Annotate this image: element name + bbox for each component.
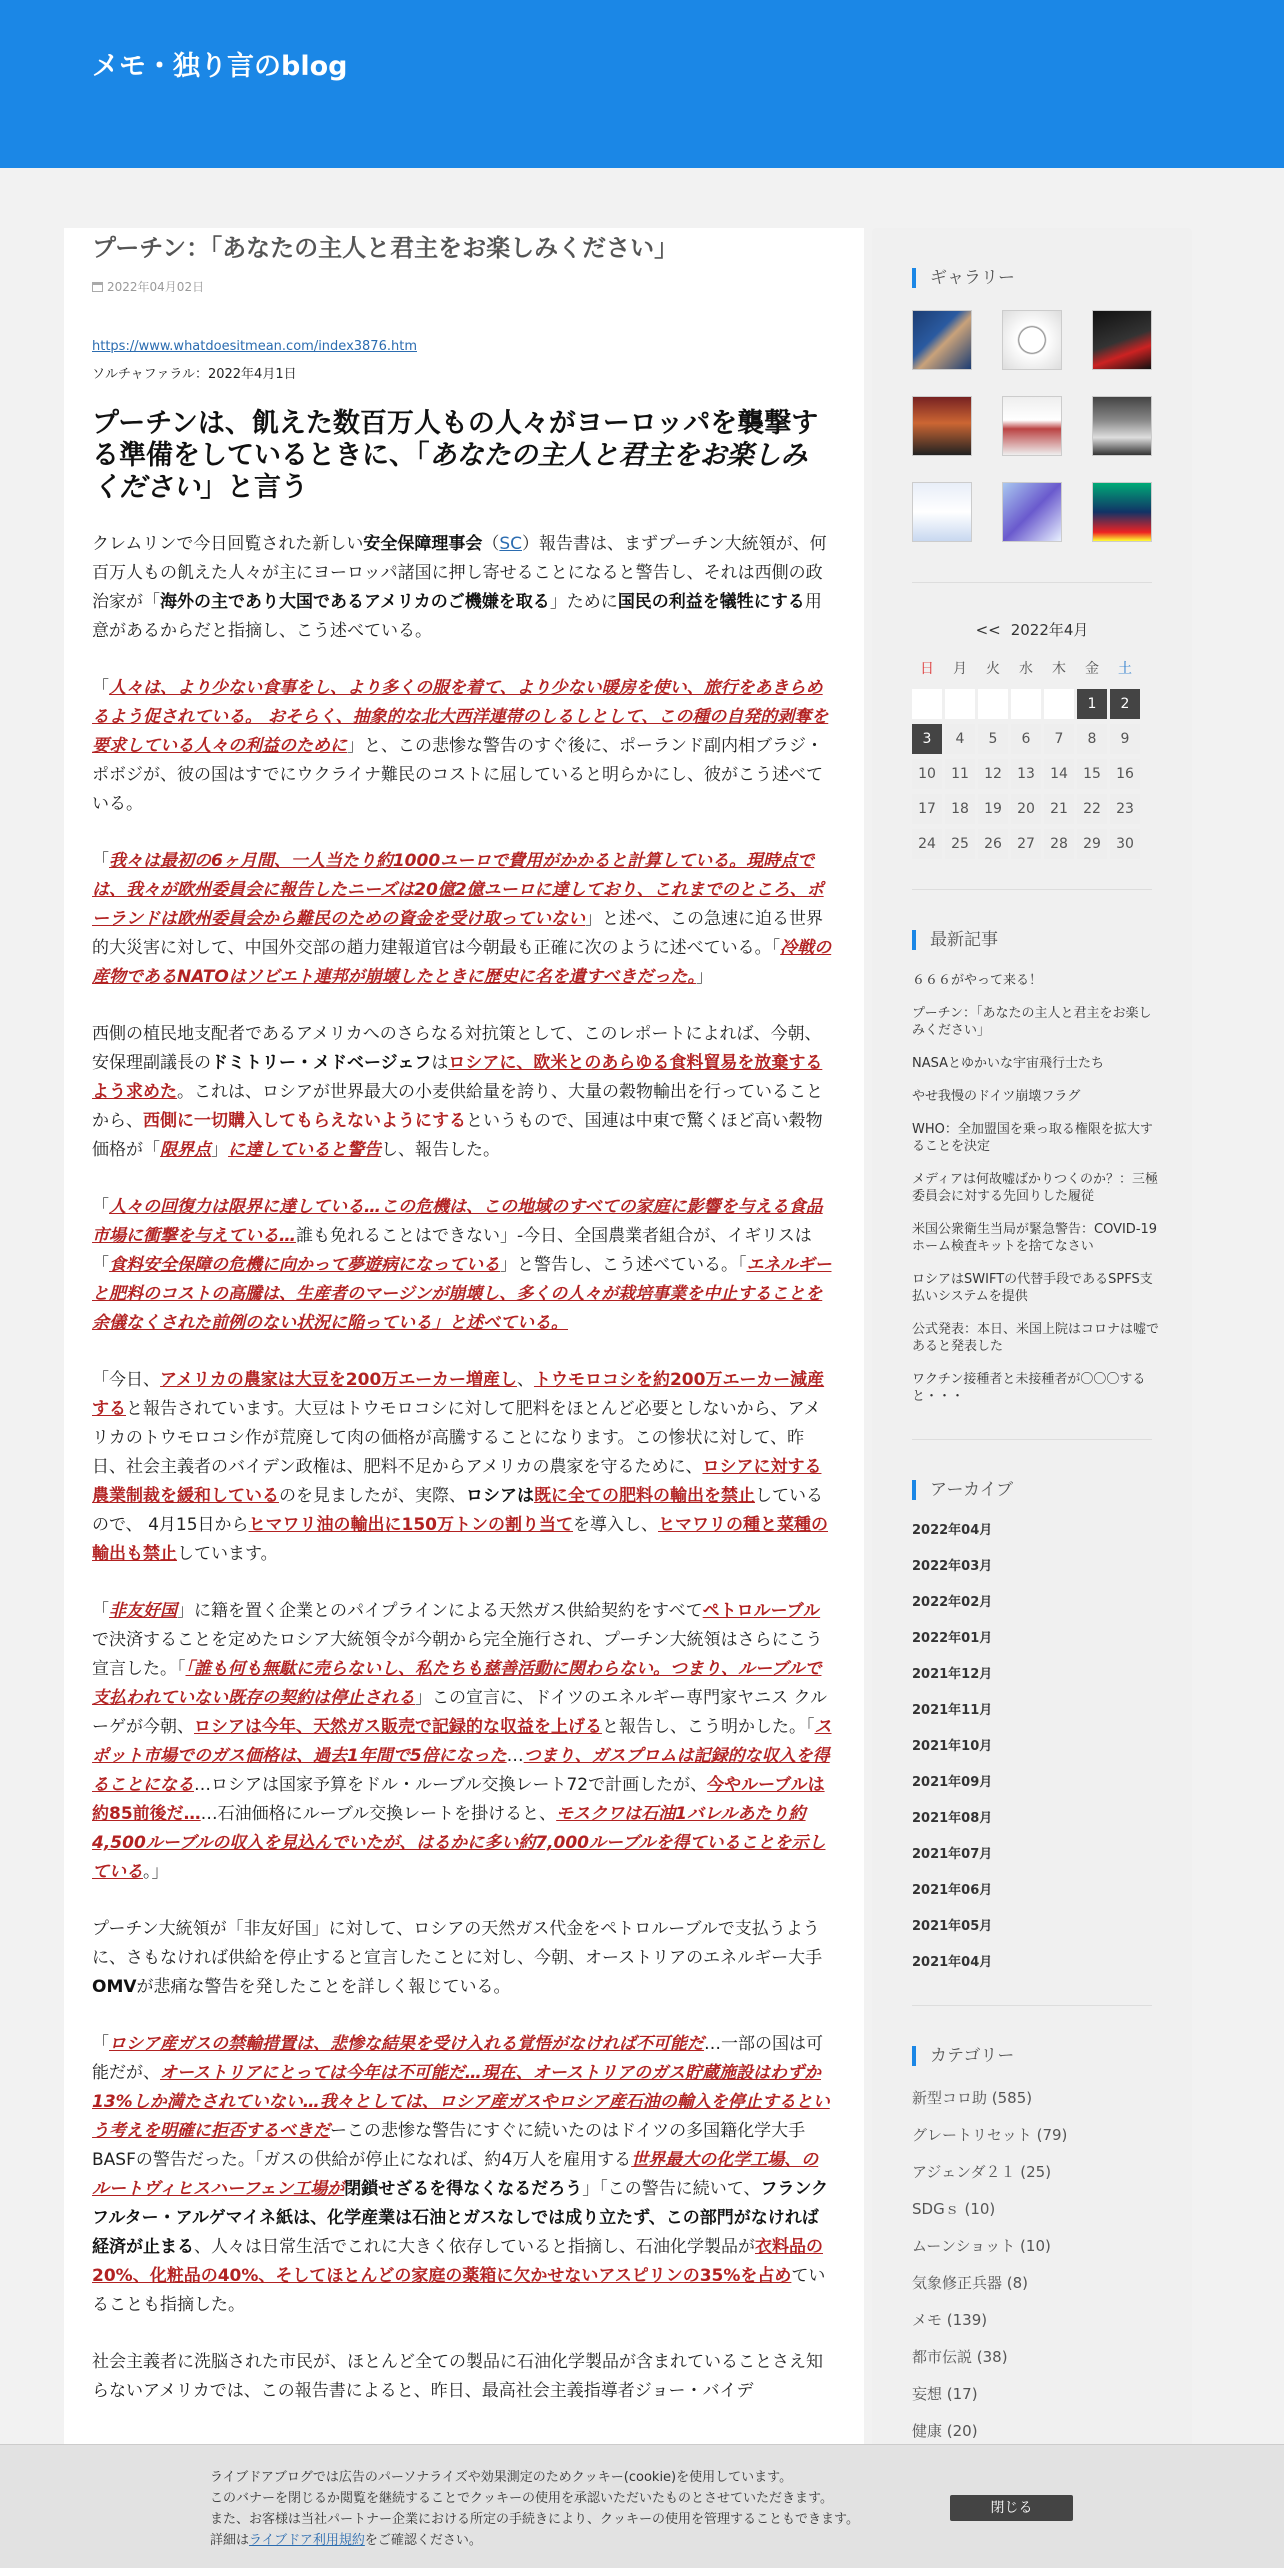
- highlight-link[interactable]: 今やルーブルは約85前後だ…: [92, 1775, 825, 1824]
- calendar-day: 24: [912, 829, 942, 859]
- category-link[interactable]: ムーンショット (10): [912, 2237, 1051, 2255]
- highlight-quote: 人々は、より少ない食事をし、より多くの服を着て、より少ない暖房を使い、旅行をあきらめるよう促されている。 おそらく、抽象的な北大西洋連帯のしるしとして、この種の自発的剥奪を要求している人々の利益のために: [92, 678, 829, 756]
- calendar-day: 19: [978, 794, 1008, 824]
- paragraph-9: [92, 2030, 832, 2320]
- calendar-icon: [92, 282, 103, 292]
- calendar-weekday: 月: [953, 661, 967, 677]
- highlight-quote: 「誰も何も無駄に売らないし、私たちも慈善活動に関わらない。つまり、ルーブルで支払われていない既存の契約は停止される: [92, 1659, 822, 1708]
- highlight-link[interactable]: ロシアに対する農業制裁を緩和している: [92, 1457, 822, 1506]
- terms-link[interactable]: ライブドア利用規約: [249, 2533, 365, 2548]
- highlight-link[interactable]: ヒマワリ油の輸出に150万トンの割り当て: [248, 1515, 574, 1535]
- text: 用意があるからだと指摘し、こう述べている。: [92, 592, 822, 641]
- highlight-quote: 人々の回復力は限界に達している…この危機は、この地域のすべての家庭に影響を与える食品市場に衝撃を与えている…: [92, 1197, 823, 1246]
- paragraph-3: [92, 847, 832, 992]
- highlight-quote: スポット市場でのガス価格は、過去1年間で5倍になった: [92, 1717, 832, 1766]
- gallery-thumb[interactable]: [912, 482, 972, 542]
- highlight-quote: 食料安全保障の危機に向かって夢遊病になっている: [109, 1255, 500, 1275]
- calendar-day: 27: [1011, 829, 1041, 859]
- post-title[interactable]: プーチン：「あなたの主人と君主をお楽しみください」: [92, 234, 679, 262]
- calendar-weekday: 日: [920, 661, 934, 677]
- archive-link[interactable]: 2021年04月: [912, 1955, 993, 1970]
- bold-text: 閉鎖せざるを得なくなるだろう: [344, 2179, 583, 2199]
- category-link[interactable]: グレートリセット (79): [912, 2126, 1068, 2144]
- gallery-heading: ギャラリー: [912, 268, 1152, 288]
- highlight-link[interactable]: トウモロコシを約200万エーカー減産する: [92, 1370, 825, 1419]
- calendar-day: 12: [978, 759, 1008, 789]
- text: 。」: [143, 1862, 169, 1882]
- cookie-banner: [0, 2444, 1284, 2568]
- archive-link[interactable]: 2021年10月: [912, 1739, 993, 1754]
- text: 」「この警告に続いて、: [582, 2179, 761, 2199]
- category-link[interactable]: SDGｓ (10): [912, 2200, 996, 2218]
- paragraph-1: [92, 530, 832, 646]
- gallery-thumb[interactable]: [912, 310, 972, 370]
- text: 」と警告し、こう述べている。「: [500, 1255, 747, 1275]
- text: と報告し、こう明かした。「: [602, 1717, 815, 1737]
- archive-link[interactable]: 2021年07月: [912, 1847, 993, 1862]
- calendar-day: [978, 689, 1008, 719]
- site-title[interactable]: メモ・独り言のblog: [92, 51, 348, 82]
- paragraph-6: [92, 1366, 832, 1569]
- recent-post-link[interactable]: NASAとゆかいな宇宙飛行士たち: [912, 1056, 1105, 1071]
- highlight-link[interactable]: ロシアに、欧米とのあらゆる食料貿易を放棄するよう求めた: [92, 1053, 823, 1102]
- category-link[interactable]: 気象修正兵器 (8): [912, 2274, 1029, 2292]
- highlight-link[interactable]: 非友好国: [109, 1601, 177, 1621]
- category-link[interactable]: 都市伝説 (38): [912, 2348, 1008, 2366]
- bold-text: 安全保障理事会: [363, 534, 483, 554]
- text: この悲惨な警告にすぐに続いたのはドイツの多国籍化学大手BASFの警告だった。「ガスの供給が停止になれば、約4万人を雇用する: [92, 2121, 806, 2170]
- bold-text: 国民の利益を犠牲にする: [617, 592, 805, 612]
- archive-link[interactable]: 2022年02月: [912, 1595, 993, 1610]
- highlight-quote: オーストリアにとっては今年は不可能だ…現在、オーストリアのガス貯蔵施設はわずか13%しか満たされていない…我々としては、ロシア産ガスやロシア産石油の輸入を停止するという考えを明確に拒否するべきだ: [92, 2063, 830, 2141]
- highlight-link[interactable]: ヒマワリの種と菜種の輸出も禁止: [92, 1515, 829, 1564]
- calendar-day: 16: [1110, 759, 1140, 789]
- calendar-day: 17: [912, 794, 942, 824]
- calendar-day: 18: [945, 794, 975, 824]
- text: ）報告書は、まずプーチン大統領が、何百万人もの飢えた人々が主にヨーロッパ諸国に押し寄せることになると警告し、それは西側の政治家が「: [92, 534, 827, 612]
- text: ー: [330, 2121, 347, 2141]
- calendar-weekday: 金: [1085, 661, 1099, 677]
- calendar-day: 22: [1077, 794, 1107, 824]
- text: というもので、国連は中東で驚くほど高い穀物価格が「: [92, 1111, 823, 1160]
- paragraph-8: [92, 1915, 832, 2002]
- paragraph-10: [92, 2348, 832, 2406]
- archive-link[interactable]: 2021年12月: [912, 1667, 993, 1682]
- calendar-day: 26: [978, 829, 1008, 859]
- calendar-day: 9: [1110, 724, 1140, 754]
- text: は: [431, 1053, 449, 1073]
- calendar-grid: [912, 654, 1152, 859]
- text: 、人々は日常生活でこれに大きく依存していると指摘し、石油化学製品が: [194, 2237, 755, 2257]
- text: 「: [92, 2034, 109, 2054]
- highlight-quote: 冷戦の産物であるNATOはソビエト連邦が崩壊したときに歴史に名を遺すべきだった。: [92, 938, 832, 987]
- cookie-line: このバナーを閉じるか閲覧を継続することでクッキーの使用を承認いただいたものとさせていただきます。: [210, 2491, 833, 2506]
- archive-link[interactable]: 2021年05月: [912, 1919, 993, 1934]
- highlight-quote: エネルギーと肥料のコストの高騰は、生産者のマージンが崩壊し、多くの人々が栽培事業を中止することを余儀なくされた前例のない状況に陥っている」と述べている。: [92, 1255, 832, 1333]
- divider: [912, 582, 1152, 583]
- bold-text: ロシアは: [466, 1486, 534, 1506]
- text: 西側の植民地支配者であるアメリカへのさらなる対抗策として、このレポートによれば、今朝、安保理副議長の: [92, 1024, 822, 1073]
- category-link[interactable]: メモ (139): [912, 2311, 988, 2329]
- text: 「: [92, 1197, 109, 1217]
- highlight-link[interactable]: アメリカの農家は大豆を200万エーカー増産し: [160, 1370, 517, 1390]
- calendar-day[interactable]: 2: [1110, 689, 1140, 719]
- headline-part-b: 」と言う: [200, 472, 308, 503]
- source-date: ソルチャファラル：2022年4月1日: [92, 367, 297, 382]
- bold-text: OMV: [92, 1977, 137, 1997]
- recent-post-link[interactable]: 米国公衆衛生当局が緊急警告：COVID-19ホーム検査キットを捨てなさい: [912, 1222, 1158, 1254]
- text: を導入し、: [573, 1515, 659, 1535]
- gallery-thumb[interactable]: [1002, 310, 1062, 370]
- calendar-day: 13: [1011, 759, 1041, 789]
- article-headline: [92, 408, 832, 504]
- cookie-line: [210, 2530, 930, 2551]
- calendar-weekday: 木: [1052, 661, 1066, 677]
- archive-link[interactable]: 2022年03月: [912, 1559, 993, 1574]
- text: 」と述べ、この急速に迫る世界的大災害に対して、中国外交部の趙力建報道官は今朝最も正確に次のように述べている。「: [92, 909, 823, 958]
- calendar-day: 25: [945, 829, 975, 859]
- recent-post-link[interactable]: 公式発表：本日、米国上院はコロナは嘘であると発表した: [912, 1322, 1160, 1354]
- text: ていることも指摘した。: [92, 2266, 826, 2315]
- text: で決済することを定めたロシア大統領令が今朝から完全施行され、プーチン大統領はさらにこう宣言した。「: [92, 1630, 823, 1679]
- article-body: [92, 338, 832, 2434]
- text: 社会主義者に洗脳された市民が、ほとんど全ての製品に石油化学製品が含まれていることさえ知らないアメリカでは、この報告書によると、昨日、最高社会主義指導者ジョー・バイデ: [92, 2352, 823, 2401]
- calendar-day: 11: [945, 759, 975, 789]
- text: 」ために: [549, 592, 618, 612]
- text: 「: [92, 1601, 109, 1621]
- calendar-day: 4: [945, 724, 975, 754]
- calendar-day: 29: [1077, 829, 1107, 859]
- text: （: [482, 534, 500, 554]
- text: 」に籍を置く企業とのパイプラインによる天然ガス供給契約をすべて: [177, 1601, 703, 1621]
- text: 」: [211, 1140, 228, 1160]
- category-link[interactable]: 新型コロ助 (585): [912, 2089, 1033, 2107]
- category-list: [912, 2088, 1152, 2441]
- recent-post-link[interactable]: ６６６がやって来る！: [912, 973, 1043, 988]
- calendar-header: [912, 619, 1152, 640]
- text: 誰も免れることはできない」-今日、全国農業者組合が、イギリスは「: [92, 1226, 812, 1275]
- calendar-day: 5: [978, 724, 1008, 754]
- calendar-day: [912, 689, 942, 719]
- paragraph-2: [92, 674, 832, 819]
- recent-list: [912, 972, 1160, 1405]
- site-header: [0, 0, 1284, 168]
- calendar-weekday: 火: [986, 661, 1000, 677]
- text: 」と、この悲惨な警告のすぐ後に、ポーランド副内相ブラジ・ポボジが、彼の国はすでにウクライナ難民のコストに屈していると明らかにし、彼がこう述べている。: [92, 736, 823, 814]
- recent-post-link[interactable]: メディアは何故嘘ばかりつくのか？：三極委員会に対する先回りした履従: [912, 1172, 1158, 1204]
- calendar-day: 20: [1011, 794, 1041, 824]
- highlight-link[interactable]: に達していると警告: [228, 1140, 381, 1160]
- recent-post-link[interactable]: やせ我慢のドイツ崩壊フラグ: [912, 1089, 1081, 1104]
- highlight-link[interactable]: 世界最大の化学工場、のルートヴィヒスハーフェン工場が: [92, 2150, 819, 2199]
- recent-heading: 最新記事: [912, 930, 1152, 950]
- archive-link[interactable]: 2021年08月: [912, 1811, 993, 1826]
- headline-part-a: プーチンは、飢えた数百万人もの人々がヨーロッパを襲撃する準備をしているときに、「: [92, 408, 819, 471]
- category-link[interactable]: 妄想 (17): [912, 2385, 978, 2403]
- category-heading: カテゴリー: [912, 2046, 1152, 2066]
- paragraph-4: [92, 1020, 832, 1165]
- text: し、報告した。: [381, 1140, 500, 1160]
- gallery-thumb[interactable]: [912, 396, 972, 456]
- gallery-thumb[interactable]: [1092, 396, 1152, 456]
- archive-link[interactable]: 2021年09月: [912, 1775, 993, 1790]
- gallery-thumb[interactable]: [1002, 396, 1062, 456]
- recent-post-link[interactable]: ロシアはSWIFTの代替手段であるSPFS支払いシステムを提供: [912, 1272, 1153, 1304]
- text: と報告されています。大豆はトウモロコシに対して肥料をほとんど必要としないから、アメリカのトウモロコシ作が荒廃して肉の価格が高騰することになります。この惨状に対して、昨日、社会主義者のバイデン政権は、肥料不足からアメリカの農家を守るために、: [92, 1399, 821, 1477]
- calendar-day: [945, 689, 975, 719]
- cookie-line: ライブドアブログでは広告のパーソナライズや効果測定のためクッキー(cookie)を使用しています。: [210, 2470, 793, 2485]
- calendar-day[interactable]: 1: [1077, 689, 1107, 719]
- calendar-day: 30: [1110, 829, 1140, 859]
- calendar-month: 2022年4月: [1010, 621, 1089, 639]
- recent-post-link[interactable]: プーチン：「あなたの主人と君主をお楽しみください」: [912, 1006, 1152, 1038]
- category-link[interactable]: 健康 (20): [912, 2422, 978, 2440]
- bold-text: 海外の主であり大国であるアメリカのご機嫌を取る: [160, 592, 550, 612]
- cookie-close-button[interactable]: 閉じる: [950, 2495, 1073, 2521]
- main-content: [64, 228, 864, 2568]
- text: 、: [516, 1370, 534, 1390]
- category-link[interactable]: アジェンダ２１ (25): [912, 2163, 1052, 2181]
- text: 「: [92, 678, 109, 698]
- archive-link[interactable]: 2022年04月: [912, 1523, 993, 1538]
- recent-post-link[interactable]: WHO：全加盟国を乗っ取る権限を拡大することを決定: [912, 1122, 1153, 1154]
- highlight-text: 西側に一切購入してもらえないようにする: [143, 1111, 466, 1131]
- calendar-day: 14: [1044, 759, 1074, 789]
- highlight-quote: 我々は最初の6ヶ月間、一人当たり約1000ユーロで費用がかかると計算している。現時点では、我々が欧州委員会に報告したニーズは20億2億ユーロに達しており、これまでのところ、ポーランドは欧州委員会から難民のための資金を受け取っていない: [92, 851, 824, 929]
- cookie-text: 詳細は: [210, 2533, 250, 2548]
- calendar-day[interactable]: 3: [912, 724, 942, 754]
- text: …石油価格にルーブル交換レートを掛けると、: [200, 1804, 557, 1824]
- text: 」: [695, 967, 713, 987]
- gallery-grid: [912, 310, 1152, 542]
- text: 「: [92, 851, 109, 871]
- highlight-quote: ロシア産ガスの禁輸措置は、悲惨な結果を受け入れる覚悟がなければ不可能だ: [109, 2034, 704, 2054]
- cookie-line: また、お客様は当社パートナー企業における所定の手続きにより、クッキーの使用を管理することもできます。: [210, 2512, 859, 2527]
- post-date: [92, 278, 204, 295]
- text: …一部の国は可能だが、: [92, 2034, 823, 2083]
- divider: [912, 1439, 1152, 1440]
- text: 。これは、ロシアが世界最大の小麦供給量を誇り、大量の穀物輸出を行っていることから、: [92, 1082, 823, 1131]
- calendar-weekday: 水: [1019, 661, 1033, 677]
- calendar-day: [1011, 689, 1041, 719]
- calendar-day: 10: [912, 759, 942, 789]
- sc-link[interactable]: SC: [499, 534, 522, 554]
- text: 」この宣言に、ドイツのエネルギー専門家ヤニス クルーゲが今朝、: [92, 1688, 828, 1737]
- headline-emphasis: あなたの主人と君主をお楽しみください: [92, 440, 808, 503]
- gallery-thumb[interactable]: [1002, 482, 1062, 542]
- text: …: [506, 1746, 524, 1766]
- calendar-day: 7: [1044, 724, 1074, 754]
- text: しているので、 4月15日から: [92, 1486, 823, 1535]
- calendar-day: 8: [1077, 724, 1107, 754]
- text: プーチン大統領が「非友好国」に対して、ロシアの天然ガス代金をペトロルーブルで支払うように、さもなければ供給を停止すると宣言したことに対し、今朝、オーストリアのエネルギー大手: [92, 1919, 823, 1968]
- recent-post-link[interactable]: ワクチン接種者と未接種者が〇〇〇すると・・・: [912, 1372, 1146, 1404]
- archive-link[interactable]: 2022年01月: [912, 1631, 993, 1646]
- calendar-day: 21: [1044, 794, 1074, 824]
- source-link[interactable]: https://www.whatdoesitmean.com/index3876.htm: [92, 339, 417, 354]
- highlight-link[interactable]: ロシアは今年、天然ガス販売で記録的な収益を上げる: [194, 1717, 602, 1737]
- highlight-quote: つまり、ガスプロムは記録的な収入を得ることになる: [92, 1746, 830, 1795]
- text: しています。: [177, 1544, 278, 1564]
- bold-text: フランクフルター・アルゲマイネ紙は、化学産業は石油とガスなしでは成り立たず、この部門がなければ経済が止まる: [92, 2179, 829, 2257]
- post-date-text: 2022年04月02日: [107, 280, 205, 294]
- calendar-day: 28: [1044, 829, 1074, 859]
- highlight-link[interactable]: ペトロルーブル: [702, 1601, 821, 1621]
- gallery-thumb[interactable]: [1092, 482, 1152, 542]
- archive-link[interactable]: 2021年11月: [912, 1703, 993, 1718]
- calendar-day: 6: [1011, 724, 1041, 754]
- bold-text: ドミトリー・メドベージェフ: [211, 1053, 432, 1073]
- calendar-day: [1044, 689, 1074, 719]
- cookie-text: をご確認ください。: [364, 2533, 482, 2548]
- calendar-day: 23: [1110, 794, 1140, 824]
- cookie-message: [210, 2467, 930, 2551]
- archive-heading: アーカイブ: [912, 1480, 1152, 1500]
- archive-list: [912, 1522, 1152, 1971]
- sidebar: [872, 228, 1192, 2568]
- highlight-link[interactable]: 既に全ての肥料の輸出を禁止: [534, 1486, 755, 1506]
- divider: [912, 2005, 1152, 2006]
- text: のを見ましたが、実際、: [279, 1486, 466, 1506]
- paragraph-5: [92, 1193, 832, 1338]
- text: が悲痛な警告を発したことを詳しく報じている。: [136, 1977, 511, 1997]
- paragraph-7: [92, 1597, 832, 1887]
- highlight-quote: モスクワは石油1バレルあたり約4,500ルーブルの収入を見込んでいたが、はるかに多い約7,000ルーブルを得ていることを示している: [92, 1804, 826, 1882]
- calendar-weekday: 土: [1118, 661, 1132, 677]
- archive-link[interactable]: 2021年06月: [912, 1883, 993, 1898]
- divider: [912, 889, 1152, 890]
- gallery-thumb[interactable]: [1092, 310, 1152, 370]
- text: …ロシアは国家予算をドル・ルーブル交換レート72で計画したが、: [194, 1775, 708, 1795]
- text: 「今日、: [92, 1370, 160, 1390]
- text: クレムリンで今日回覧された新しい: [92, 534, 364, 554]
- calendar-day: 15: [1077, 759, 1107, 789]
- calendar-prev-link[interactable]: <<: [975, 621, 1001, 639]
- highlight-link[interactable]: 衣料品の20%、化粧品の40%、そしてほとんどの家庭の薬箱に欠かせないアスピリンの35%を占め: [92, 2237, 823, 2286]
- highlight-link[interactable]: 限界点: [160, 1140, 211, 1160]
